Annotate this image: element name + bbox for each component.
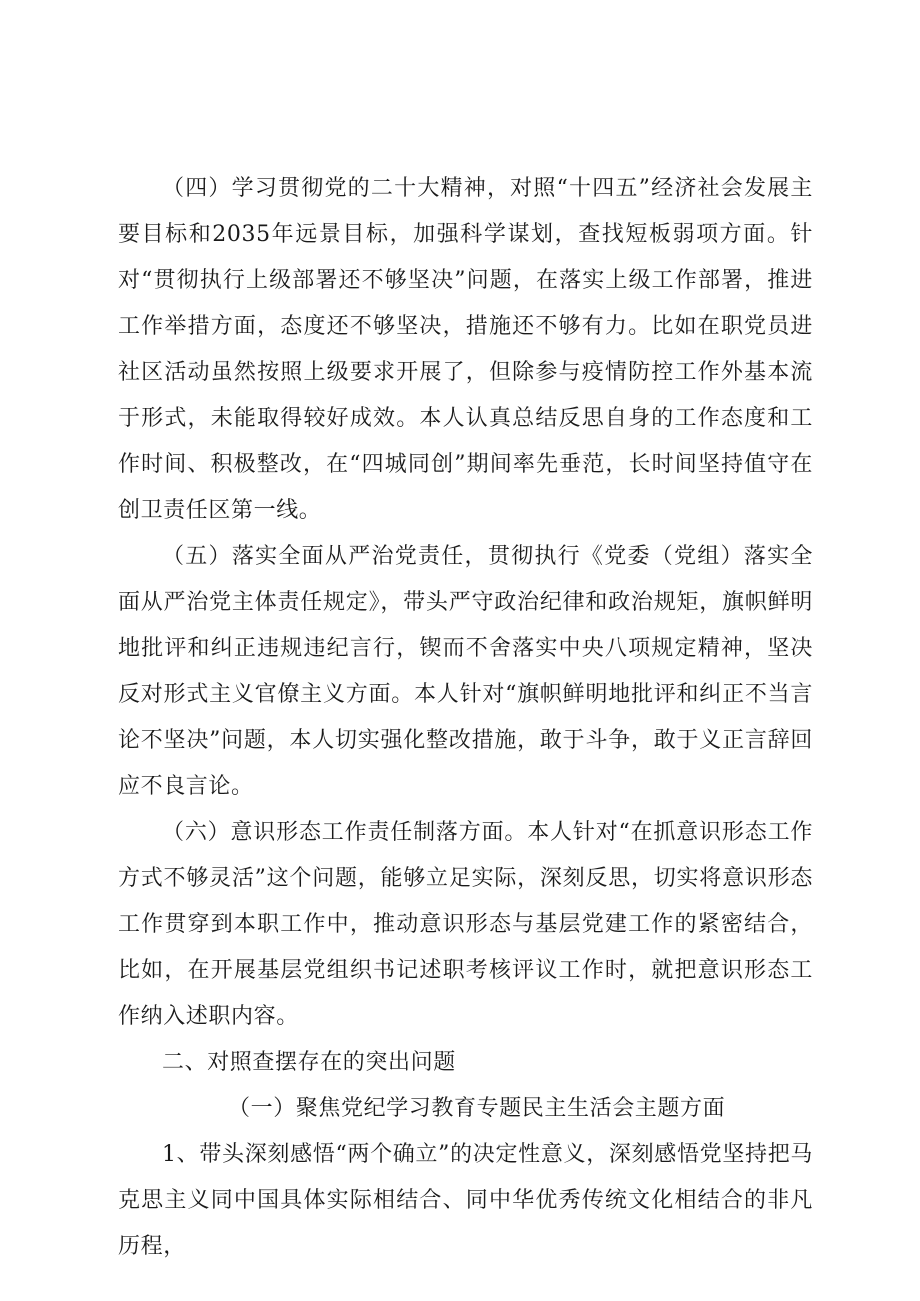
paragraph-five: （五）落实全面从严治党责任，贯彻执行《党委（党组）落实全面从严治党主体责任规定》，带头严守政治纪律和政治规矩，旗帜鲜明地批评和纠正违规违纪言行，锲而不舍落实中央八项规定精神，坚决反对形式主义官僚主义方面。本人针对“旗帜鲜明地批评和纠正不当言论不坚决”问题，本人切实强化整改措施，敢于斗争，敢于义正言辞回应不良言论。 xyxy=(118,544,813,799)
section-heading: 二、对照查摆存在的突出问题 xyxy=(162,1050,456,1075)
sub-heading: （一）聚焦党纪学习教育专题民主生活会主题方面 xyxy=(228,1096,726,1121)
item-paragraph: 1、带头深刻感悟“两个确立”的决定性意义，深刻感悟党坚持把马克思主义同中国具体实际相结合、同中华优秀传统文化相结合的非凡历程， xyxy=(118,1142,813,1259)
paragraph-four: （四）学习贯彻党的二十大精神，对照“十四五”经济社会发展主要目标和2035年远景目标，加强科学谋划，查找短板弱项方面。针对“贯彻执行上级部署还不够坚决”问题，在落实上级工作部署，推进工作举措方面，态度还不够坚决，措施还不够有力。比如在职党员进社区活动虽然按照上级要求开展了，但除参与疫情防控工作外基本流于形式，未能取得较好成效。本人认真总结反思自身的工作态度和工作时间、积极整改，在“四城同创”期间率先垂范，长时间坚持值守在创卫责任区第一线。 xyxy=(118,176,813,523)
paragraph-six: （六）意识形态工作责任制落方面。本人针对“在抓意识形态工作方式不够灵活”这个问题，能够立足实际，深刻反思，切实将意识形态工作贯穿到本职工作中，推动意识形态与基层党建工作的紧密结合，比如，在开展基层党组织书记述职考核评议工作时，就把意识形态工作纳入述职内容。 xyxy=(118,820,813,1029)
document-body xyxy=(118,166,813,1270)
